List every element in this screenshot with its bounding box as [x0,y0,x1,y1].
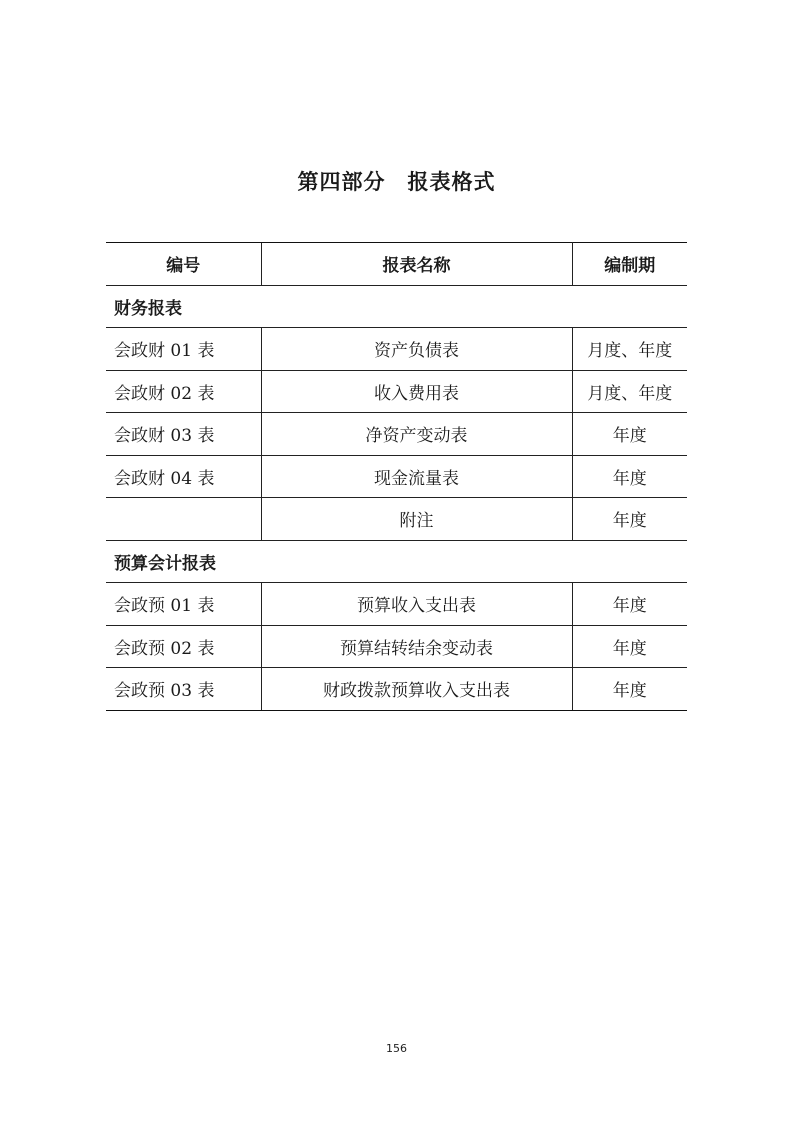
report-period: 年度 [572,625,687,668]
table-row [106,413,687,456]
header-report-name: 报表名称 [261,243,572,286]
report-code: 会政财 01 表 [106,328,261,371]
report-code: 会政预 03 表 [106,668,261,711]
report-name: 收入费用表 [261,370,572,413]
table-row [106,455,687,498]
table-row [106,498,687,541]
page-number: 156 [386,1042,407,1055]
report-code: 会政财 03 表 [106,413,261,456]
table-row [106,625,687,668]
report-code [106,498,261,541]
report-period: 年度 [572,668,687,711]
report-code: 会政预 01 表 [106,583,261,626]
table-header-row [106,243,687,286]
report-period: 月度、年度 [572,370,687,413]
report-name: 预算结转结余变动表 [261,625,572,668]
report-code: 会政预 02 表 [106,625,261,668]
report-name: 财政拨款预算收入支出表 [261,668,572,711]
report-name: 资产负债表 [261,328,572,371]
report-format-table [106,242,687,711]
table-row [106,370,687,413]
report-name: 预算收入支出表 [261,583,572,626]
table-row [106,583,687,626]
page-title: 第四部分 报表格式 [297,170,496,194]
report-period: 年度 [572,455,687,498]
report-period: 年度 [572,413,687,456]
section-row [106,540,687,583]
section-title-financial: 财务报表 [106,285,687,328]
section-row [106,285,687,328]
section-title-budget: 预算会计报表 [106,540,687,583]
table-row [106,328,687,371]
report-code: 会政财 04 表 [106,455,261,498]
header-period: 编制期 [572,243,687,286]
report-name: 附注 [261,498,572,541]
report-period: 月度、年度 [572,328,687,371]
report-name: 净资产变动表 [261,413,572,456]
report-period: 年度 [572,583,687,626]
report-code: 会政财 02 表 [106,370,261,413]
header-code: 编号 [106,243,261,286]
table-row [106,668,687,711]
report-name: 现金流量表 [261,455,572,498]
report-period: 年度 [572,498,687,541]
